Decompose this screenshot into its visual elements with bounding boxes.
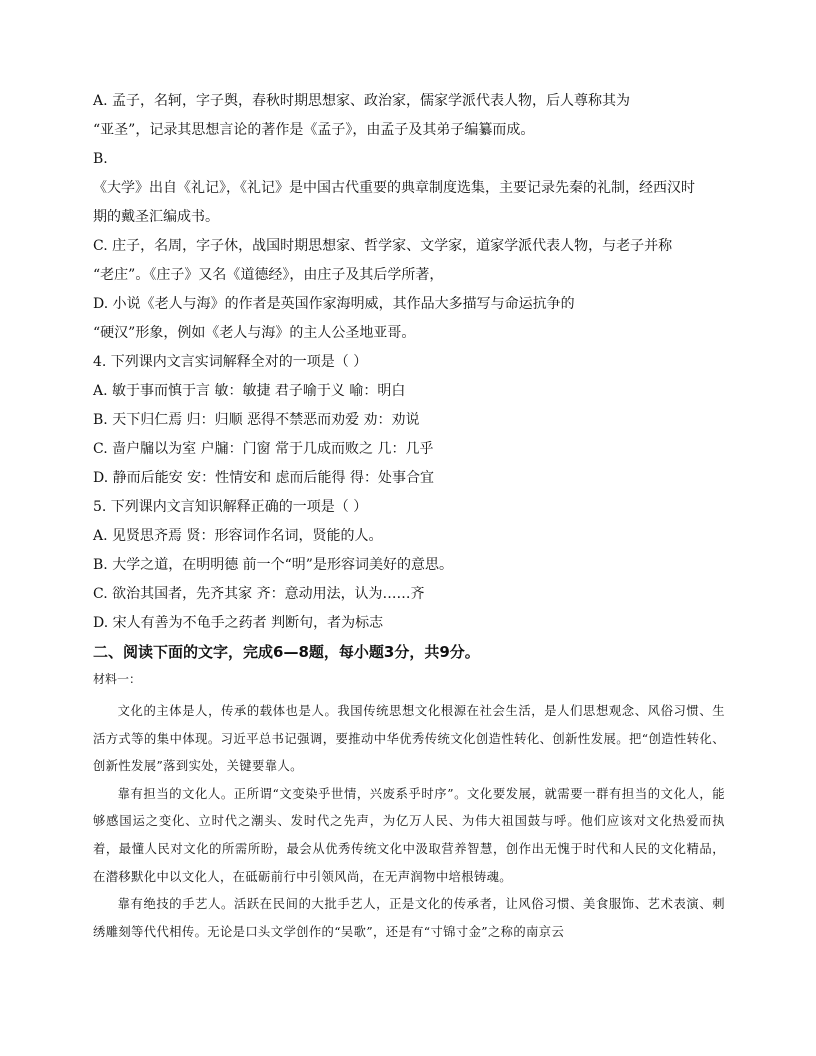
reading-paragraph: 靠有绝技的手艺人。活跃在民间的大批手艺人，正是文化的传承者，让风俗习惯、美食服饰、艺术表演、刺绣雕刻等代代相传。无论是口头文学创作的“吴歌”，还是有“寸锦寸金”之称的南京云 — [93, 897, 725, 939]
text-line: “亚圣”，记录其思想言论的著作是《孟子》，由孟子及其弟子编纂而成。 — [93, 122, 535, 138]
question-4-option-d: D. 静而后能安 安：性情安和 虑而后能得 得：处事合宜 — [93, 470, 434, 486]
question-5-option-d: D. 宋人有善为不龟手之药者 判断句，者为标志 — [93, 615, 384, 631]
text-line: B. — [93, 151, 108, 167]
text-line: “老庄”。《庄子》又名《道德经》，由庄子及其后学所著， — [93, 267, 444, 283]
question-4: 4. 下列课内文言实词解释全对的一项是（ ） — [93, 354, 368, 370]
question-4-option-b: B. 天下归仁焉 归：归顺 恶得不禁恶而劝爱 劝：劝说 — [93, 412, 420, 428]
text-line: 《大学》出自《礼记》，《礼记》是中国古代重要的典章制度选集，主要记录先秦的礼制，经西汉时 — [93, 180, 695, 196]
text-line: D. 小说《老人与海》的作者是英国作家海明威，其作品大多描写与命运抗争的 — [93, 296, 575, 312]
question-5: 5. 下列课内文言知识解释正确的一项是（ ） — [93, 499, 368, 515]
question-5-option-c: C. 欲治其国者，先齐其家 齐：意动用法，认为……齐 — [93, 586, 425, 602]
document-page — [93, 92, 725, 946]
reading-paragraph: 文化的主体是人，传承的载体也是人。我国传统思想文化根源在社会生活，是人们思想观念、风俗习惯、生活方式等的集中体现。习近平总书记强调，要推动中华优秀传统文化创造性转化、创新性发展。把“创造性转化、创新性发展”落到实处，关键要靠人。 — [93, 704, 725, 774]
section-heading: 二、阅读下面的文字，完成6—8题，每小题3分，共9分。 — [93, 643, 480, 661]
question-5-option-a: A. 见贤思齐焉 贤：形容词作名词，贤能的人。 — [93, 528, 383, 544]
question-5-option-b: B. 大学之道，在明明德 前一个“明”是形容词美好的意思。 — [93, 557, 453, 573]
text-line: A. 孟子，名轲，字子舆，春秋时期思想家、政治家，儒家学派代表人物，后人尊称其为 — [93, 93, 631, 109]
reading-paragraph: 靠有担当的文化人。正所谓“文变染乎世情，兴废系乎时序”。文化要发展，就需要一群有担当的文化人，能够感国运之变化、立时代之潮头、发时代之先声，为亿万人民、为伟大祖国鼓与呼。他们应该对文化热爱而执着，最懂人民对文化的所需所盼，最会从优秀传统文化中汲取营养智慧，创作出无愧于时代和人民的文化精品，在潜移默化中以文化人，在砥砺前行中引领风尚，在无声润物中培根铸魂。 — [93, 786, 725, 884]
question-4-option-a: A. 敏于事而慎于言 敏：敏捷 君子喻于义 喻：明白 — [93, 383, 406, 399]
material-label: 材料一： — [93, 672, 142, 686]
text-line: 期的戴圣汇编成书。 — [93, 209, 219, 225]
question-4-option-c: C. 啬户牖以为室 户牖：门窗 常于几成而败之 几：几乎 — [93, 441, 434, 457]
text-line: “硬汉”形象，例如《老人与海》的主人公圣地亚哥。 — [93, 325, 416, 341]
text-line: C. 庄子，名周，字子休，战国时期思想家、哲学家、文学家，道家学派代表人物，与老子并称 — [93, 238, 673, 254]
